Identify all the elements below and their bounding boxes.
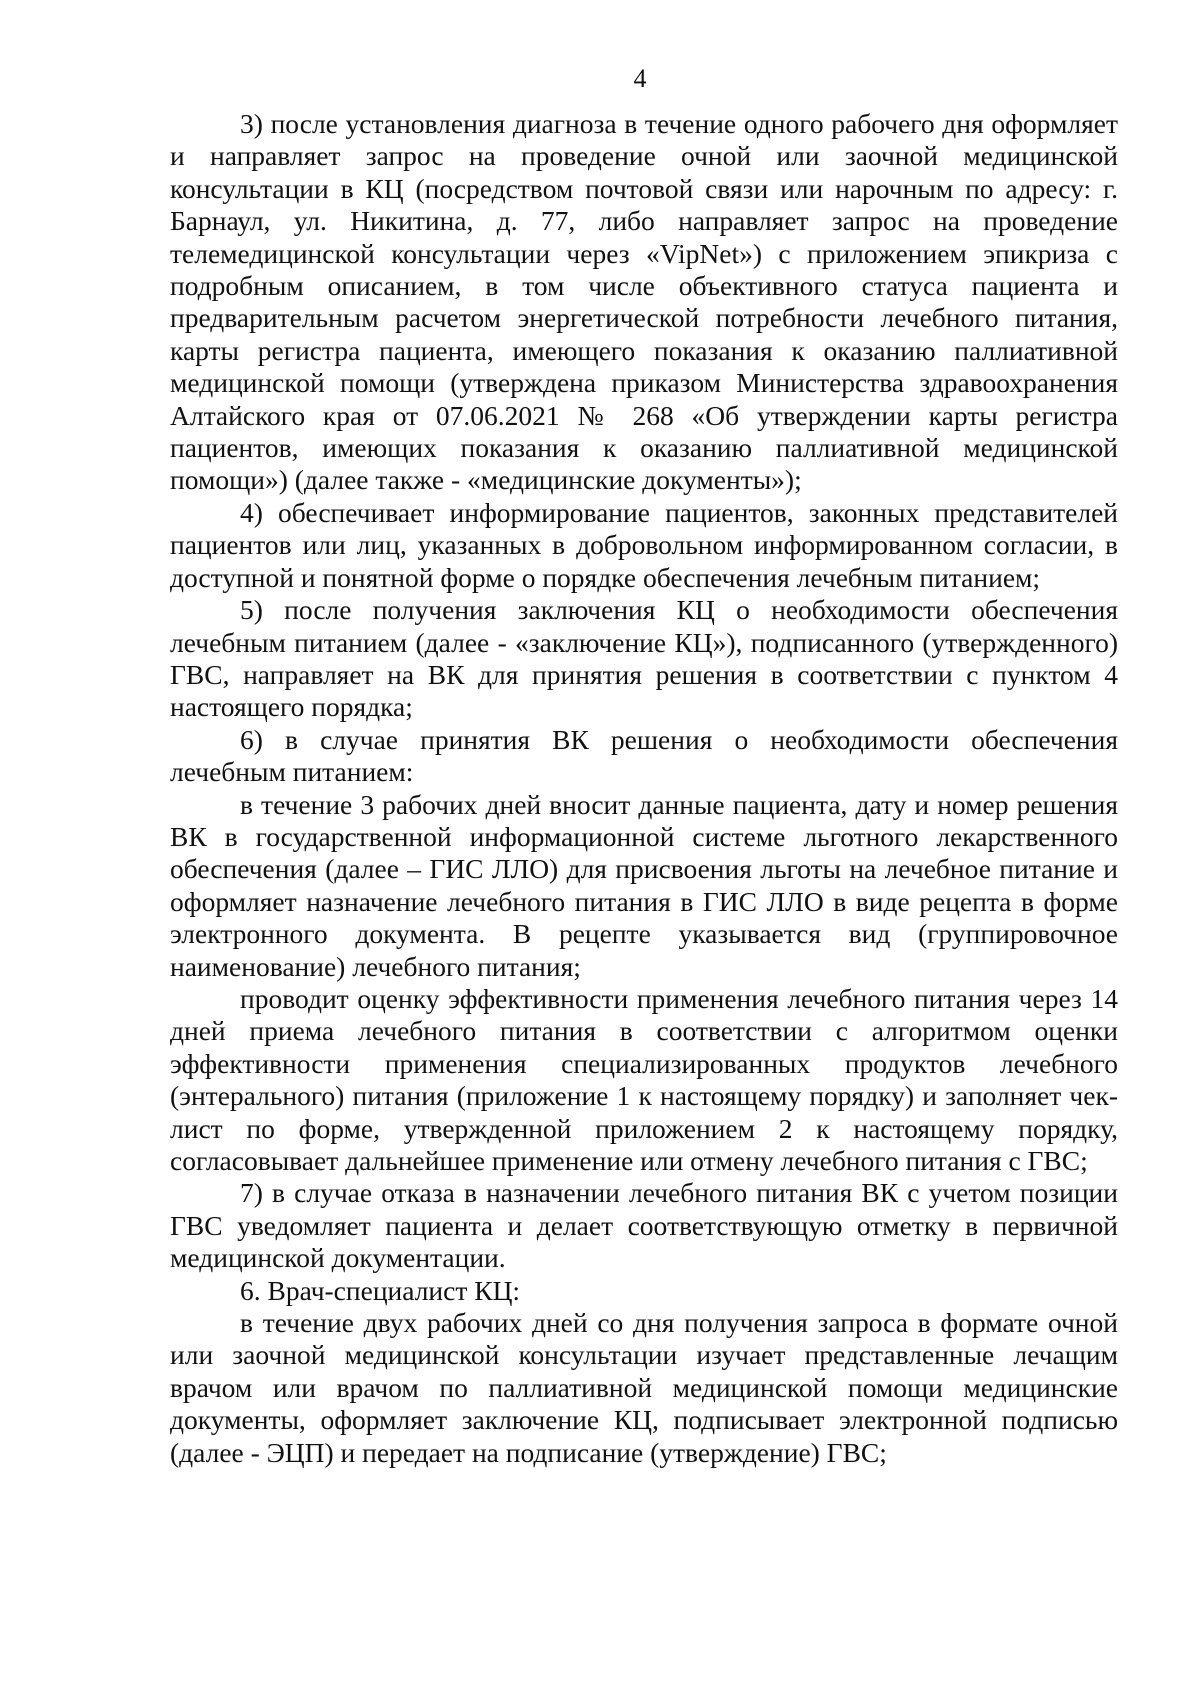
section-6-heading: 6. Врач-специалист КЦ: xyxy=(240,1274,521,1306)
paragraph-item-3: 3) после установления диагноза в течение одного рабочего дня оформляет и направляет запрос на проведение очной или заочной медицинской консультации в КЦ (посредством почтовой связи или нарочным по адресу: г. Барнаул, ул. Никитина, д. 77, либо направляет запрос на проведение телемедицинской консультации через «VipNet») с приложением эпикриза с подробным описанием, в том числе объективного статуса пациента и предварительным расчетом энергетической потребности лечебного питания, карты регистра пациента, имеющего показания к оказанию паллиативной медицинской помощи (утверждена приказом Министерства здравоохранения Алтайского края от 07.06.2021 № 268 «Об утверждении карты регистра пациентов, имеющих показания к оказанию паллиативной медицинской помощи») (далее также - «медицинские документы»); xyxy=(170,108,1118,496)
paragraph-section-6-sub-1: в течение двух рабочих дней со дня получения запроса в формате очной или заочной медицинской консультации изучает представленные лечащим врачом или врачом по паллиативной медицинской помощи медицинские документы, оформляет заключение КЦ, подписывает электронной подписью (далее - ЭЦП) и передает на подписание (утверждение) ГВС; xyxy=(170,1307,1118,1468)
paragraph-item-4: 4) обеспечивает информирование пациентов, законных представителей пациентов или лиц, указанных в добровольном информированном согласии, в доступной и понятной форме о порядке обеспечения лечебным питанием; xyxy=(170,496,1118,593)
document-body xyxy=(170,108,1118,1469)
page-number: 4 xyxy=(633,64,647,93)
paragraph-item-6: 6) в случае принятия ВК решения о необходимости обеспечения лечебным питанием: xyxy=(170,723,1118,788)
paragraph-item-6-sub-1: в течение 3 рабочих дней вносит данные пациента, дату и номер решения ВК в государственной информационной системе льготного лекарственного обеспечения (далее – ГИС ЛЛО) для присвоения льготы на лечебное питание и оформляет назначение лечебного питания в ГИС ЛЛО в виде рецепта в форме электронного документа. В рецепте указывается вид (группировочное наименование) лечебного питания; xyxy=(170,788,1118,982)
paragraph-item-5: 5) после получения заключения КЦ о необходимости обеспечения лечебным питанием (далее - «заключение КЦ»), подписанного (утвержденного) ГВС, направляет на ВК для принятия решения в соответствии с пунктом 4 настоящего порядка; xyxy=(170,594,1118,723)
paragraph-item-6-sub-2: проводит оценку эффективности применения лечебного питания через 14 дней приема лечебного питания в соответствии с алгоритмом оценки эффективности применения специализированных продуктов лечебного (энтерального) питания (приложение 1 к настоящему порядку) и заполняет чек-лист по форме, утвержденной приложением 2 к настоящему порядку, согласовывает дальнейшее применение или отмену лечебного питания с ГВС; xyxy=(170,982,1118,1176)
paragraph-item-7: 7) в случае отказа в назначении лечебного питания ВК с учетом позиции ГВС уведомляет пациента и делает соответствующую отметку в первичной медицинской документации. xyxy=(170,1177,1118,1274)
